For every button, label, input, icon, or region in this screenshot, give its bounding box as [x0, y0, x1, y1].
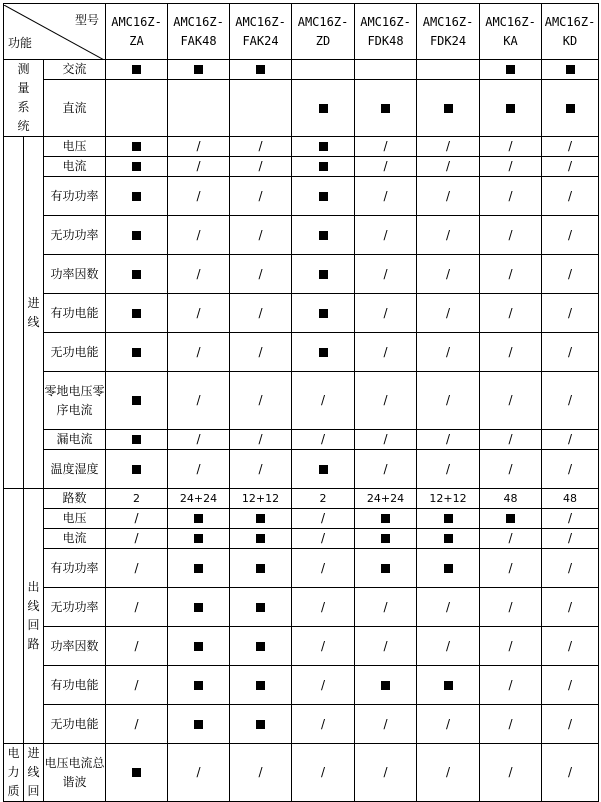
supported-square-icon — [292, 137, 355, 157]
filled-square-icon — [132, 142, 141, 151]
unsupported-slash-icon: / — [480, 529, 542, 549]
unsupported-slash-icon: / — [355, 294, 417, 333]
feature-label: 有功电能 — [44, 666, 106, 705]
filled-square-icon — [444, 564, 453, 573]
unsupported-slash-icon: / — [292, 430, 355, 450]
filled-square-icon — [381, 514, 390, 523]
supported-square-icon — [417, 666, 480, 705]
unsupported-slash-icon: / — [417, 216, 480, 255]
model-header: AMC16Z-ZD — [292, 4, 355, 60]
empty-cell — [355, 60, 417, 80]
supported-square-icon — [230, 705, 292, 744]
unsupported-slash-icon: / — [355, 588, 417, 627]
unsupported-slash-icon: / — [542, 294, 599, 333]
feature-label: 电压电流总谐波 — [44, 744, 106, 802]
empty-cell — [106, 80, 168, 137]
unsupported-slash-icon: / — [480, 157, 542, 177]
unsupported-slash-icon: / — [230, 294, 292, 333]
filled-square-icon — [319, 231, 328, 240]
supported-square-icon — [106, 255, 168, 294]
unsupported-slash-icon: / — [480, 430, 542, 450]
feature-label: 零地电压零序电流 — [44, 372, 106, 430]
supported-square-icon — [417, 549, 480, 588]
unsupported-slash-icon: / — [168, 372, 230, 430]
group-power-quality — [4, 744, 24, 802]
unsupported-slash-icon: / — [480, 744, 542, 802]
supported-square-icon — [106, 157, 168, 177]
filled-square-icon — [506, 514, 515, 523]
filled-square-icon — [132, 231, 141, 240]
unsupported-slash-icon: / — [355, 450, 417, 489]
unsupported-slash-icon: / — [542, 588, 599, 627]
supported-square-icon — [355, 80, 417, 137]
unsupported-slash-icon: / — [542, 705, 599, 744]
filled-square-icon — [132, 348, 141, 357]
function-model-table — [3, 3, 599, 802]
unsupported-slash-icon: / — [292, 705, 355, 744]
supported-square-icon — [292, 333, 355, 372]
unsupported-slash-icon: / — [355, 430, 417, 450]
unsupported-slash-icon: / — [480, 216, 542, 255]
supported-square-icon — [292, 216, 355, 255]
unsupported-slash-icon: / — [355, 216, 417, 255]
unsupported-slash-icon: / — [417, 450, 480, 489]
unsupported-slash-icon: / — [168, 450, 230, 489]
filled-square-icon — [132, 162, 141, 171]
unsupported-slash-icon: / — [542, 255, 599, 294]
group-measure-system-label: 测量系统 — [17, 62, 30, 133]
model-header: AMC16Z-KD — [542, 4, 599, 60]
filled-square-icon — [132, 270, 141, 279]
table-row — [4, 294, 599, 333]
feature-label: 无功功率 — [44, 588, 106, 627]
filled-square-icon — [194, 514, 203, 523]
unsupported-slash-icon: / — [230, 744, 292, 802]
supported-square-icon — [230, 509, 292, 529]
table-row — [4, 255, 599, 294]
group-spacer — [4, 489, 24, 744]
function-header-label: 功能 — [8, 35, 33, 50]
unsupported-slash-icon: / — [292, 549, 355, 588]
filled-square-icon — [444, 104, 453, 113]
unsupported-slash-icon: / — [230, 372, 292, 430]
unsupported-slash-icon: / — [230, 216, 292, 255]
supported-square-icon — [542, 60, 599, 80]
group-spacer — [4, 137, 24, 489]
unsupported-slash-icon: / — [168, 216, 230, 255]
unsupported-slash-icon: / — [106, 509, 168, 529]
unsupported-slash-icon: / — [480, 666, 542, 705]
supported-square-icon — [355, 549, 417, 588]
unsupported-slash-icon: / — [355, 627, 417, 666]
table-row — [4, 137, 599, 157]
filled-square-icon — [319, 104, 328, 113]
model-header: AMC16Z-FAK48 — [168, 4, 230, 60]
filled-square-icon — [132, 768, 141, 777]
supported-square-icon — [417, 80, 480, 137]
filled-square-icon — [506, 65, 515, 74]
filled-square-icon — [194, 720, 203, 729]
channel-count-value: 48 — [542, 489, 599, 509]
filled-square-icon — [319, 192, 328, 201]
unsupported-slash-icon: / — [417, 255, 480, 294]
filled-square-icon — [319, 142, 328, 151]
supported-square-icon — [168, 666, 230, 705]
supported-square-icon — [106, 177, 168, 216]
supported-square-icon — [480, 60, 542, 80]
supported-square-icon — [417, 529, 480, 549]
feature-label: 无功功率 — [44, 216, 106, 255]
feature-label: 有功功率 — [44, 177, 106, 216]
channel-count-value: 2 — [106, 489, 168, 509]
feature-label: 直流 — [44, 80, 106, 137]
unsupported-slash-icon: / — [355, 157, 417, 177]
channel-count-value: 48 — [480, 489, 542, 509]
filled-square-icon — [319, 162, 328, 171]
unsupported-slash-icon: / — [292, 588, 355, 627]
unsupported-slash-icon: / — [355, 333, 417, 372]
table-row — [4, 60, 599, 80]
unsupported-slash-icon: / — [168, 430, 230, 450]
table-row — [4, 705, 599, 744]
unsupported-slash-icon: / — [542, 509, 599, 529]
group-incoming — [24, 137, 44, 489]
filled-square-icon — [194, 534, 203, 543]
group-pq-incoming — [24, 744, 44, 802]
filled-square-icon — [566, 65, 575, 74]
unsupported-slash-icon: / — [542, 450, 599, 489]
unsupported-slash-icon: / — [417, 177, 480, 216]
unsupported-slash-icon: / — [417, 627, 480, 666]
feature-label: 有功电能 — [44, 294, 106, 333]
table-row — [4, 588, 599, 627]
empty-cell — [230, 80, 292, 137]
unsupported-slash-icon: / — [417, 705, 480, 744]
feature-label: 电流 — [44, 157, 106, 177]
unsupported-slash-icon: / — [168, 137, 230, 157]
supported-square-icon — [480, 509, 542, 529]
unsupported-slash-icon: / — [292, 372, 355, 430]
unsupported-slash-icon: / — [355, 705, 417, 744]
unsupported-slash-icon: / — [292, 529, 355, 549]
supported-square-icon — [417, 509, 480, 529]
supported-square-icon — [292, 294, 355, 333]
filled-square-icon — [319, 465, 328, 474]
group-measure-system — [4, 60, 44, 137]
unsupported-slash-icon: / — [417, 157, 480, 177]
unsupported-slash-icon: / — [542, 529, 599, 549]
supported-square-icon — [106, 137, 168, 157]
table-row — [4, 80, 599, 137]
unsupported-slash-icon: / — [480, 137, 542, 157]
filled-square-icon — [132, 396, 141, 405]
filled-square-icon — [381, 681, 390, 690]
unsupported-slash-icon: / — [480, 372, 542, 430]
channel-count-value: 24+24 — [355, 489, 417, 509]
table-row — [4, 333, 599, 372]
filled-square-icon — [256, 564, 265, 573]
feature-label: 有功功率 — [44, 549, 106, 588]
unsupported-slash-icon: / — [480, 627, 542, 666]
unsupported-slash-icon: / — [480, 588, 542, 627]
group-pq-incoming-label: 进线回 — [27, 746, 40, 798]
unsupported-slash-icon: / — [417, 137, 480, 157]
supported-square-icon — [480, 80, 542, 137]
unsupported-slash-icon: / — [230, 333, 292, 372]
unsupported-slash-icon: / — [106, 627, 168, 666]
feature-label: 无功电能 — [44, 705, 106, 744]
supported-square-icon — [230, 627, 292, 666]
filled-square-icon — [566, 104, 575, 113]
filled-square-icon — [319, 309, 328, 318]
unsupported-slash-icon: / — [230, 177, 292, 216]
supported-square-icon — [292, 80, 355, 137]
filled-square-icon — [256, 65, 265, 74]
table-row — [4, 157, 599, 177]
empty-cell — [292, 60, 355, 80]
feature-label: 功率因数 — [44, 255, 106, 294]
unsupported-slash-icon: / — [230, 157, 292, 177]
unsupported-slash-icon: / — [480, 450, 542, 489]
unsupported-slash-icon: / — [355, 372, 417, 430]
unsupported-slash-icon: / — [542, 372, 599, 430]
table-row — [4, 372, 599, 430]
feature-label: 温度湿度 — [44, 450, 106, 489]
table-row — [4, 666, 599, 705]
supported-square-icon — [106, 744, 168, 802]
model-header: AMC16Z-KA — [480, 4, 542, 60]
filled-square-icon — [132, 65, 141, 74]
unsupported-slash-icon: / — [106, 588, 168, 627]
supported-square-icon — [168, 529, 230, 549]
unsupported-slash-icon: / — [542, 333, 599, 372]
unsupported-slash-icon: / — [417, 294, 480, 333]
unsupported-slash-icon: / — [480, 255, 542, 294]
model-header: AMC16Z-FDK48 — [355, 4, 417, 60]
group-incoming-label: 进线 — [27, 295, 40, 329]
unsupported-slash-icon: / — [355, 177, 417, 216]
model-header: AMC16Z-FAK24 — [230, 4, 292, 60]
supported-square-icon — [106, 294, 168, 333]
model-header: AMC16Z-ZA — [106, 4, 168, 60]
unsupported-slash-icon: / — [417, 372, 480, 430]
filled-square-icon — [381, 104, 390, 113]
unsupported-slash-icon: / — [542, 744, 599, 802]
supported-square-icon — [292, 450, 355, 489]
supported-square-icon — [106, 333, 168, 372]
supported-square-icon — [106, 372, 168, 430]
feature-label: 电流 — [44, 529, 106, 549]
empty-cell — [168, 80, 230, 137]
supported-square-icon — [168, 588, 230, 627]
filled-square-icon — [319, 348, 328, 357]
supported-square-icon — [292, 177, 355, 216]
unsupported-slash-icon: / — [480, 549, 542, 588]
supported-square-icon — [355, 666, 417, 705]
unsupported-slash-icon: / — [106, 549, 168, 588]
supported-square-icon — [292, 157, 355, 177]
unsupported-slash-icon: / — [542, 627, 599, 666]
unsupported-slash-icon: / — [417, 588, 480, 627]
feature-label: 无功电能 — [44, 333, 106, 372]
filled-square-icon — [194, 681, 203, 690]
empty-cell — [417, 60, 480, 80]
unsupported-slash-icon: / — [292, 509, 355, 529]
header-row — [4, 4, 599, 60]
filled-square-icon — [381, 534, 390, 543]
supported-square-icon — [106, 216, 168, 255]
filled-square-icon — [256, 720, 265, 729]
unsupported-slash-icon: / — [168, 294, 230, 333]
unsupported-slash-icon: / — [168, 333, 230, 372]
channel-count-value: 24+24 — [168, 489, 230, 509]
table-row — [4, 489, 599, 509]
channel-count-value: 12+12 — [417, 489, 480, 509]
channel-count-value: 12+12 — [230, 489, 292, 509]
unsupported-slash-icon: / — [417, 430, 480, 450]
model-header: AMC16Z-FDK24 — [417, 4, 480, 60]
filled-square-icon — [256, 642, 265, 651]
unsupported-slash-icon: / — [292, 666, 355, 705]
supported-square-icon — [168, 627, 230, 666]
supported-square-icon — [230, 549, 292, 588]
unsupported-slash-icon: / — [542, 177, 599, 216]
table-row — [4, 549, 599, 588]
unsupported-slash-icon: / — [230, 137, 292, 157]
filled-square-icon — [256, 681, 265, 690]
filled-square-icon — [132, 192, 141, 201]
unsupported-slash-icon: / — [168, 157, 230, 177]
group-power-quality-label: 电力质 — [7, 746, 20, 798]
group-outgoing — [24, 489, 44, 744]
table-row — [4, 177, 599, 216]
supported-square-icon — [168, 509, 230, 529]
unsupported-slash-icon: / — [168, 744, 230, 802]
supported-square-icon — [292, 255, 355, 294]
feature-label: 漏电流 — [44, 430, 106, 450]
unsupported-slash-icon: / — [168, 255, 230, 294]
supported-square-icon — [168, 60, 230, 80]
unsupported-slash-icon: / — [106, 666, 168, 705]
feature-label: 功率因数 — [44, 627, 106, 666]
filled-square-icon — [194, 603, 203, 612]
unsupported-slash-icon: / — [480, 705, 542, 744]
filled-square-icon — [319, 270, 328, 279]
supported-square-icon — [355, 529, 417, 549]
table-row — [4, 216, 599, 255]
unsupported-slash-icon: / — [542, 157, 599, 177]
channel-count-value: 2 — [292, 489, 355, 509]
supported-square-icon — [106, 60, 168, 80]
unsupported-slash-icon: / — [355, 255, 417, 294]
supported-square-icon — [168, 705, 230, 744]
unsupported-slash-icon: / — [292, 744, 355, 802]
feature-label: 路数 — [44, 489, 106, 509]
unsupported-slash-icon: / — [542, 666, 599, 705]
filled-square-icon — [444, 514, 453, 523]
header-corner-cell — [4, 4, 106, 60]
unsupported-slash-icon: / — [542, 216, 599, 255]
unsupported-slash-icon: / — [480, 177, 542, 216]
filled-square-icon — [444, 681, 453, 690]
filled-square-icon — [506, 104, 515, 113]
filled-square-icon — [132, 309, 141, 318]
supported-square-icon — [106, 450, 168, 489]
unsupported-slash-icon: / — [480, 294, 542, 333]
unsupported-slash-icon: / — [106, 529, 168, 549]
filled-square-icon — [132, 435, 141, 444]
filled-square-icon — [381, 564, 390, 573]
unsupported-slash-icon: / — [230, 450, 292, 489]
supported-square-icon — [230, 588, 292, 627]
unsupported-slash-icon: / — [542, 549, 599, 588]
table-row — [4, 627, 599, 666]
unsupported-slash-icon: / — [417, 333, 480, 372]
filled-square-icon — [256, 514, 265, 523]
feature-label: 电压 — [44, 137, 106, 157]
supported-square-icon — [168, 549, 230, 588]
table-row — [4, 744, 599, 802]
supported-square-icon — [230, 60, 292, 80]
filled-square-icon — [194, 65, 203, 74]
unsupported-slash-icon: / — [230, 430, 292, 450]
table-row — [4, 430, 599, 450]
unsupported-slash-icon: / — [480, 333, 542, 372]
unsupported-slash-icon: / — [542, 137, 599, 157]
supported-square-icon — [230, 666, 292, 705]
filled-square-icon — [256, 603, 265, 612]
unsupported-slash-icon: / — [168, 177, 230, 216]
group-outgoing-label: 出线回路 — [27, 580, 40, 651]
supported-square-icon — [542, 80, 599, 137]
model-header-label: 型号 — [75, 12, 100, 27]
filled-square-icon — [194, 564, 203, 573]
filled-square-icon — [444, 534, 453, 543]
table-row — [4, 529, 599, 549]
filled-square-icon — [256, 534, 265, 543]
unsupported-slash-icon: / — [106, 705, 168, 744]
unsupported-slash-icon: / — [355, 744, 417, 802]
unsupported-slash-icon: / — [355, 137, 417, 157]
unsupported-slash-icon: / — [417, 744, 480, 802]
filled-square-icon — [194, 642, 203, 651]
feature-label: 电压 — [44, 509, 106, 529]
supported-square-icon — [355, 509, 417, 529]
unsupported-slash-icon: / — [230, 255, 292, 294]
table-row — [4, 509, 599, 529]
table-row — [4, 450, 599, 489]
filled-square-icon — [132, 465, 141, 474]
supported-square-icon — [106, 430, 168, 450]
supported-square-icon — [230, 529, 292, 549]
unsupported-slash-icon: / — [292, 627, 355, 666]
feature-label: 交流 — [44, 60, 106, 80]
unsupported-slash-icon: / — [542, 430, 599, 450]
